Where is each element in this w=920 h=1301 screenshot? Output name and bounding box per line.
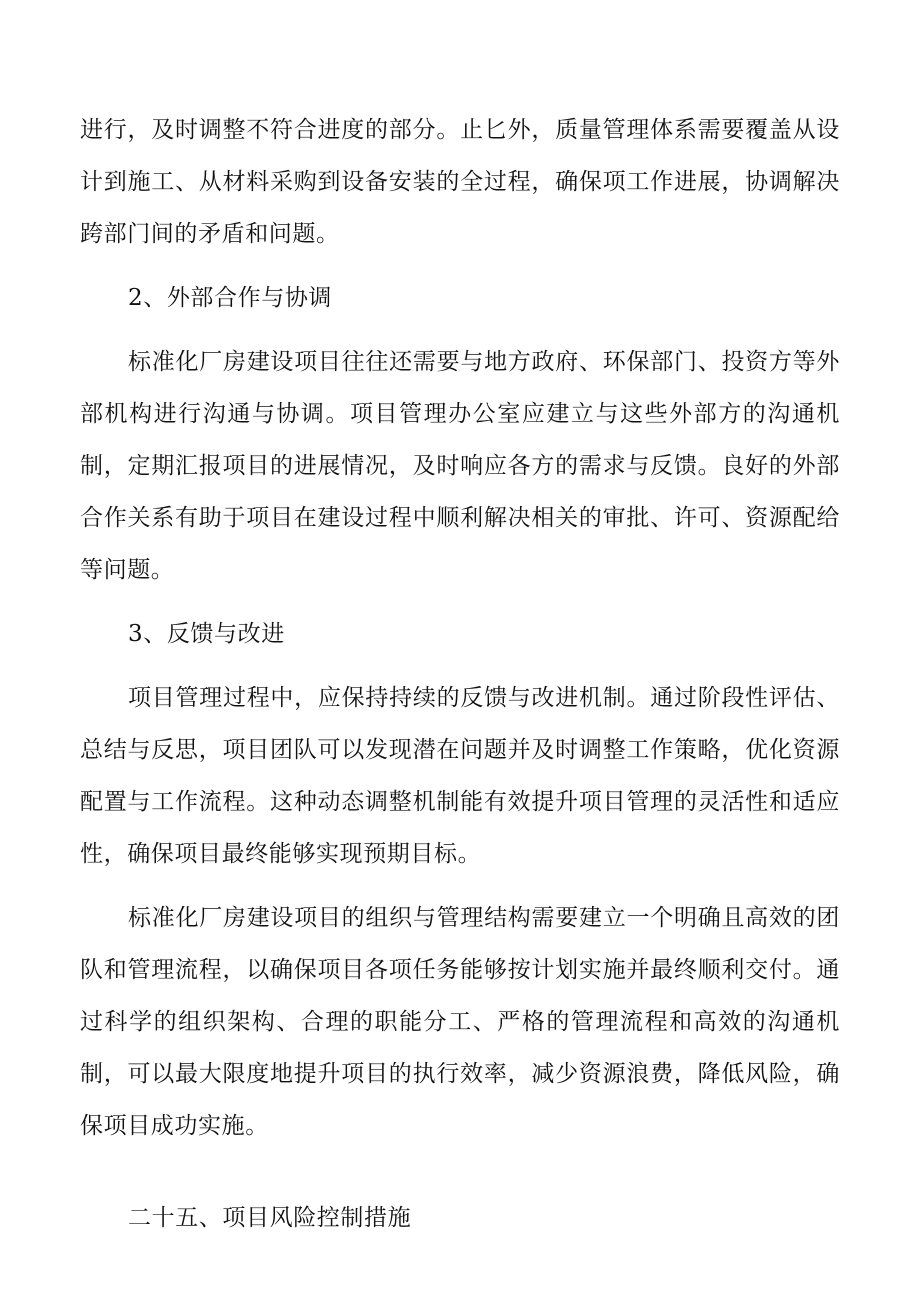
chapter-heading-risk-control: 二十五、项目风险控制措施 — [128, 1205, 412, 1231]
document-page — [80, 104, 840, 1244]
section-heading-external-coordination: 2、外部合作与协调 — [128, 285, 333, 311]
section-heading-feedback-improvement: 3、反馈与改进 — [128, 621, 285, 647]
paragraph-continuation: 进行，及时调整不符合进度的部分。止匕外，质量管理体系需要覆盖从设计到施工、从材料采购到设备安装的全过程，确保项工作进展，协调解决跨部门间的矛盾和问题。 — [80, 117, 840, 247]
paragraph-feedback-improvement: 项目管理过程中，应保持持续的反馈与改进机制。通过阶段性评估、总结与反思，项目团队可以发现潜在问题并及时调整工作策略，优化资源配置与工作流程。这种动态调整机制能有效提升项目管理的灵活性和适应性，确保项目最终能够实现预期目标。 — [80, 685, 840, 867]
paragraph-summary: 标准化厂房建设项目的组织与管理结构需要建立一个明确且高效的团队和管理流程，以确保项目各项任务能够按计划实施并最终顺利交付。通过科学的组织架构、合理的职能分工、严格的管理流程和高效的沟通机制，可以最大限度地提升项目的执行效率，减少资源浪费，降低风险，确保项目成功实施。 — [80, 905, 840, 1139]
paragraph-external-coordination: 标准化厂房建设项目往往还需要与地方政府、环保部门、投资方等外部机构进行沟通与协调。项目管理办公室应建立与这些外部方的沟通机制，定期汇报项目的进展情况，及时响应各方的需求与反馈。良好的外部合作关系有助于项目在建设过程中顺利解决相关的审批、许可、资源配给等问题。 — [80, 349, 840, 583]
